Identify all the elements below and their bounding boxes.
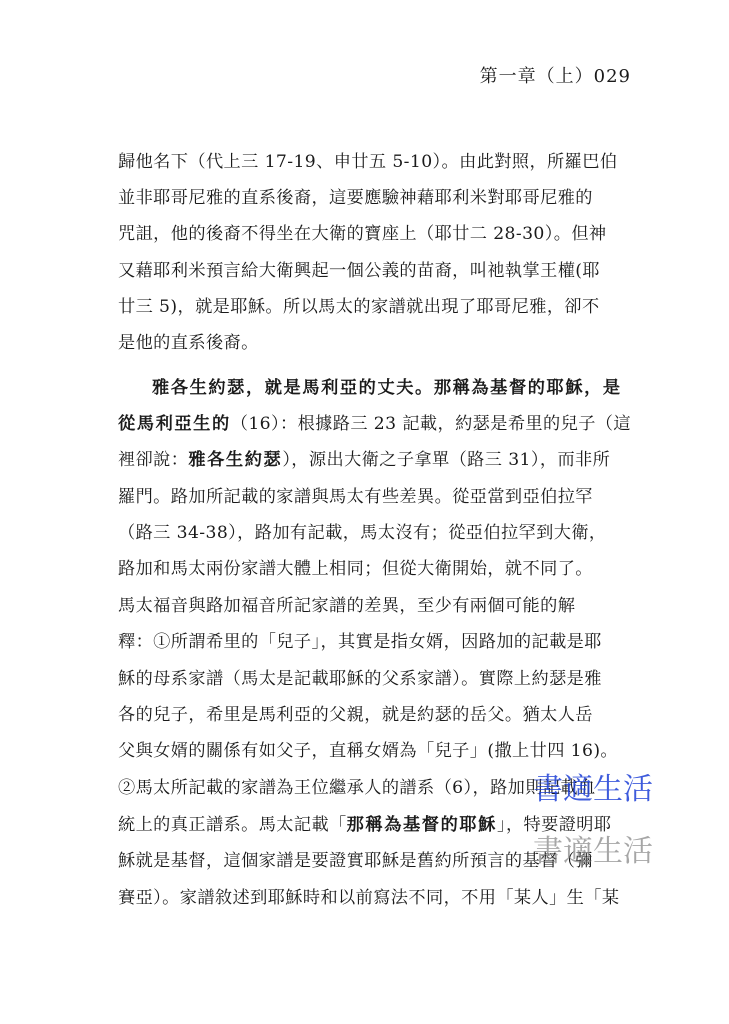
- text-line: 路加和馬太兩份家譜大體上相同；但從大衛開始，就不同了。: [118, 559, 593, 579]
- text-span: 統上的真正譜系。馬太記載「: [118, 815, 347, 835]
- text-line: 各的兒子，希里是馬利亞的父親，就是約瑟的岳父。猶太人岳: [118, 705, 593, 725]
- text-span: （16）：根據路三 23 記載，約瑟是希里的兒子（這: [230, 414, 631, 434]
- verse-quote: 雅各生約瑟: [188, 450, 283, 470]
- verse-quote: 從馬利亞生的: [118, 414, 231, 434]
- text-line: 馬太福音與路加福音所記家譜的差異，至少有兩個可能的解: [118, 596, 576, 616]
- text-line: 又藉耶利米預言給大衛興起一個公義的苗裔，叫祂執掌王權(耶: [118, 261, 600, 281]
- text-line: 父與女婿的關係有如父子，直稱女婿為「兒子」(撒上廿四 16)。: [118, 741, 619, 761]
- page-header: 第一章（上）029: [479, 66, 631, 87]
- text-span: 」，特要證明耶: [496, 815, 612, 835]
- text-line: 是他的直系後裔。: [118, 333, 259, 353]
- text-span: 裡卻說：: [118, 450, 189, 470]
- text-line: 釋：①所謂希里的「兒子」，其實是指女婿，因路加的記載是耶: [118, 632, 602, 652]
- text-line: 廿三 5)，就是耶穌。所以馬太的家譜就出現了耶哥尼雅，卻不: [118, 297, 600, 317]
- text-line: 並非耶哥尼雅的直系後裔，這要應驗神藉耶利米對耶哥尼雅的: [118, 188, 593, 208]
- text-line: 咒詛，他的後裔不得坐在大衛的寶座上（耶廿二 28-30）。但神: [118, 224, 607, 244]
- watermark-gray: 書適生活: [533, 834, 653, 869]
- text-line: 歸他名下（代上三 17-19、申廿五 5-10）。由此對照，所羅巴伯: [118, 152, 618, 172]
- text-line: ②馬太所記載的家譜為王位繼承人的譜系（6），路加則記載血: [118, 778, 596, 798]
- text-line: 羅門。路加所記載的家譜與馬太有些差異。從亞當到亞伯拉罕: [118, 487, 593, 507]
- verse-quote: 雅各生約瑟，就是馬利亞的丈夫。那稱為基督的耶穌，是: [152, 378, 622, 398]
- text-line: （路三 34-38），路加有記載，馬太沒有；從亞伯拉罕到大衛，: [118, 523, 607, 543]
- text-line: 穌的母系家譜（馬太是記載耶穌的父系家譜）。實際上約瑟是雅: [118, 669, 602, 689]
- watermark-blue: 書適生活: [533, 772, 653, 807]
- text-span: ），源出大衛之子拿單（路三 31），而非所: [282, 450, 611, 470]
- text-line: [118, 445, 610, 470]
- text-line: [118, 409, 631, 434]
- verse-quote: 那稱為基督的耶穌: [346, 815, 497, 835]
- text-line: [118, 810, 611, 835]
- text-line: 賽亞）。家譜敘述到耶穌時和以前寫法不同，不用「某人」生「某: [118, 888, 620, 908]
- text-line: 穌就是基督，這個家譜是要證實耶穌是舊約所預言的基督（彌: [118, 851, 593, 871]
